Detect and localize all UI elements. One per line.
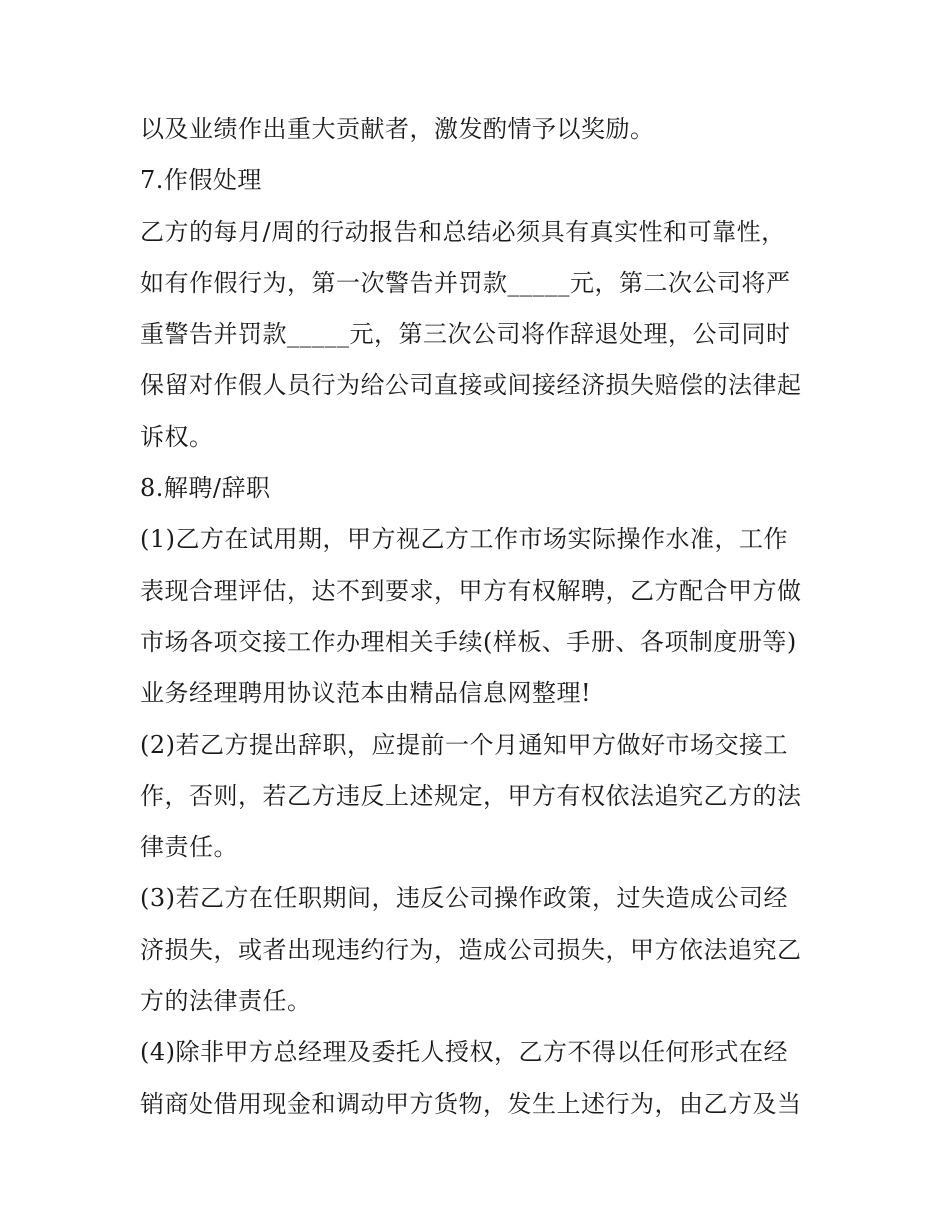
text-line: 如有作假行为，第一次警告并罚款_____元，第二次公司将严 xyxy=(140,268,791,297)
text-line: 重警告并罚款_____元，第三次公司将作辞退处理，公司同时 xyxy=(140,320,791,349)
document-body xyxy=(140,104,820,1130)
text-line: 作，否则，若乙方违反上述规定，甲方有权依法追究乙方的法 xyxy=(140,781,802,810)
section-heading-7: 7.作假处理 xyxy=(140,166,262,195)
text-line: (3)若乙方在任职期间，违反公司操作政策，过失造成公司经 xyxy=(140,884,788,913)
text-line: 业务经理聘用协议范本由精品信息网整理! xyxy=(140,679,592,708)
text-line: 济损失，或者出现违约行为，造成公司损失，甲方依法追究乙 xyxy=(140,935,802,964)
text-line: 律责任。 xyxy=(140,833,238,862)
text-line: (2)若乙方提出辞职，应提前一个月通知甲方做好市场交接工 xyxy=(140,730,788,759)
text-line: 乙方的每月/周的行动报告和总结必须具有真实性和可靠性， xyxy=(140,217,786,246)
text-line: 销商处借用现金和调动甲方货物，发生上述行为，由乙方及当 xyxy=(140,1089,802,1118)
text-line: 表现合理评估，达不到要求，甲方有权解聘，乙方配合甲方做 xyxy=(140,576,802,605)
text-line: 诉权。 xyxy=(140,422,214,451)
text-line: (1)乙方在试用期，甲方视乙方工作市场实际操作水准，工作 xyxy=(140,525,788,554)
text-line: 方的法律责任。 xyxy=(140,987,312,1016)
text-line: 以及业绩作出重大贡献者，激发酌情予以奖励。 xyxy=(140,115,655,143)
section-heading-8: 8.解聘/辞职 xyxy=(140,474,271,503)
text-line: 市场各项交接工作办理相关手续(样板、手册、各项制度册等) xyxy=(140,627,797,656)
text-line: 保留对作假人员行为给公司直接或间接经济损失赔偿的法律起 xyxy=(140,371,802,400)
text-line: (4)除非甲方总经理及委托人授权，乙方不得以任何形式在经 xyxy=(140,1038,788,1067)
